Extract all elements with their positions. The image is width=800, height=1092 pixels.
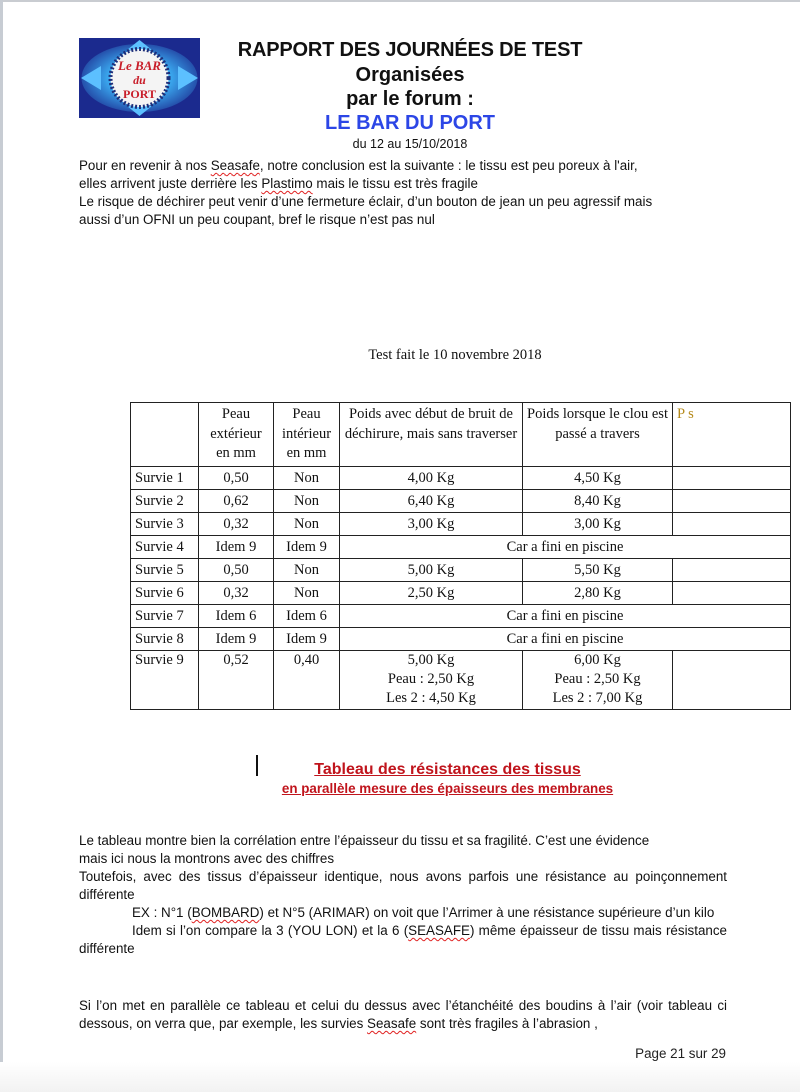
table-header-cell: Peau intérieur en mm (274, 403, 340, 467)
report-dates: du 12 au 15/10/2018 (352, 137, 468, 151)
svg-text:PORT: PORT (123, 87, 156, 101)
merged-cell: Car a fini en piscine (340, 604, 791, 627)
svg-text:du: du (133, 73, 146, 87)
table-row: Survie 9 0,52 0,40 5,00 Kg Peau : 2,50 Kg Les 2 : 4,50 Kg 6,00 Kg Peau : 2,50 Kg Les 2 : 7,00 Kg (131, 650, 791, 709)
forum-name: LE BAR DU PORT (325, 112, 495, 134)
intro-line: elles arrivent juste derrière les Plastimo mais le tissu est très fragile (79, 176, 478, 191)
table-row: Survie 1 0,50 Non 4,00 Kg 4,50 Kg (131, 466, 791, 489)
intro-line: aussi d’un OFNI un peu coupant, bref le risque n’est pas nul (79, 212, 435, 227)
table-header-row (131, 403, 791, 467)
forum-logo (79, 38, 200, 118)
table-row: Survie 6 0,32 Non 2,50 Kg 2,80 Kg (131, 581, 791, 604)
body-line: Si l’on met en parallèle ce tableau et celui du dessus avec l’étanchéité des boudins à l’air (voir tableau ci dessous, on verra que, par exemple, les survies Seasafe sont très fragiles à l’abrasion , (79, 998, 727, 1031)
intro-line: Pour en revenir à nos Seasafe, notre conclusion est la suivante : le tissu est peu poreux à l'air, (79, 158, 638, 173)
intro-line: Le risque de déchirer peut venir d’une fermeture éclair, d’un bouton de jean un peu agressif mais (79, 194, 653, 209)
caption-subtitle: en parallèle mesure des épaisseurs des membranes (281, 781, 614, 796)
report-header (200, 38, 620, 152)
resistance-table (130, 402, 791, 710)
le-bar-du-port-logo-icon (79, 38, 200, 118)
test-date: Test fait le 10 novembre 2018 (368, 347, 542, 363)
caption-title: Tableau des résistances des tissus (314, 761, 581, 778)
table-row: Survie 8 Idem 9 Idem 9 Car a fini en piscine (131, 627, 791, 650)
merged-cell: Car a fini en piscine (340, 535, 791, 558)
spellcheck-word[interactable]: SEASAFE (408, 923, 470, 938)
analysis-paragraph (79, 832, 727, 958)
table-row: Survie 4 Idem 9 Idem 9 Car a fini en piscine (131, 535, 791, 558)
page-number: Page 21 sur 29 (635, 1046, 726, 1061)
merged-cell: Car a fini en piscine (340, 627, 791, 650)
svg-text:Le BAR: Le BAR (118, 58, 161, 73)
table-row: Survie 2 0,62 Non 6,40 Kg 8,40 Kg (131, 489, 791, 512)
table-header-cell (131, 403, 199, 467)
body-line: Le tableau montre bien la corrélation entre l’épaisseur du tissu et sa fragilité. C’est une évidence mais ici nous la montrons avec des chiffres (79, 833, 650, 866)
viewer-left-edge (0, 0, 3, 1092)
table-header-cell: Peau extérieur en mm (199, 403, 274, 467)
resistance-table-container (130, 402, 694, 738)
comparison-paragraph (79, 997, 727, 1033)
table-header-cell: Poids lorsque le clou est passé a travers (523, 403, 673, 467)
page-bottom-shadow (0, 1062, 800, 1092)
report-subtitle-forum: par le forum : (346, 88, 474, 110)
table-header-cell: Poids avec début de bruit de déchirure, mais sans traverser (340, 403, 523, 467)
spellcheck-word[interactable]: Plastimo (261, 176, 313, 191)
example-line: Idem si l’on compare la 3 (YOU LON) et la 6 (SEASAFE) même épaisseur de tissu mais résistance différente (79, 923, 727, 956)
spellcheck-word[interactable]: Seasafe (367, 1016, 417, 1031)
table-header-cell-clipped: P s (673, 403, 791, 467)
table-caption (200, 760, 695, 797)
spellcheck-word[interactable]: Seasafe (210, 158, 260, 173)
table-row: Survie 7 Idem 6 Idem 6 Car a fini en piscine (131, 604, 791, 627)
table-row: Survie 3 0,32 Non 3,00 Kg 3,00 Kg (131, 512, 791, 535)
report-subtitle-organised: Organisées (355, 64, 465, 86)
window-top-edge (0, 0, 800, 2)
report-title: RAPPORT DES JOURNÉES DE TEST (237, 39, 583, 61)
example-line: EX : N°1 (BOMBARD) et N°5 (ARIMAR) on voit que l’Arrimer à une résistance supérieure d’un kilo (132, 905, 715, 920)
intro-paragraph (79, 157, 727, 229)
spellcheck-word[interactable]: BOMBARD (191, 905, 260, 920)
table-row: Survie 5 0,50 Non 5,00 Kg 5,50 Kg (131, 558, 791, 581)
body-line: Toutefois, avec des tissus d’épaisseur identique, nous avons parfois une résistance au poinçonnement différente (79, 869, 727, 902)
